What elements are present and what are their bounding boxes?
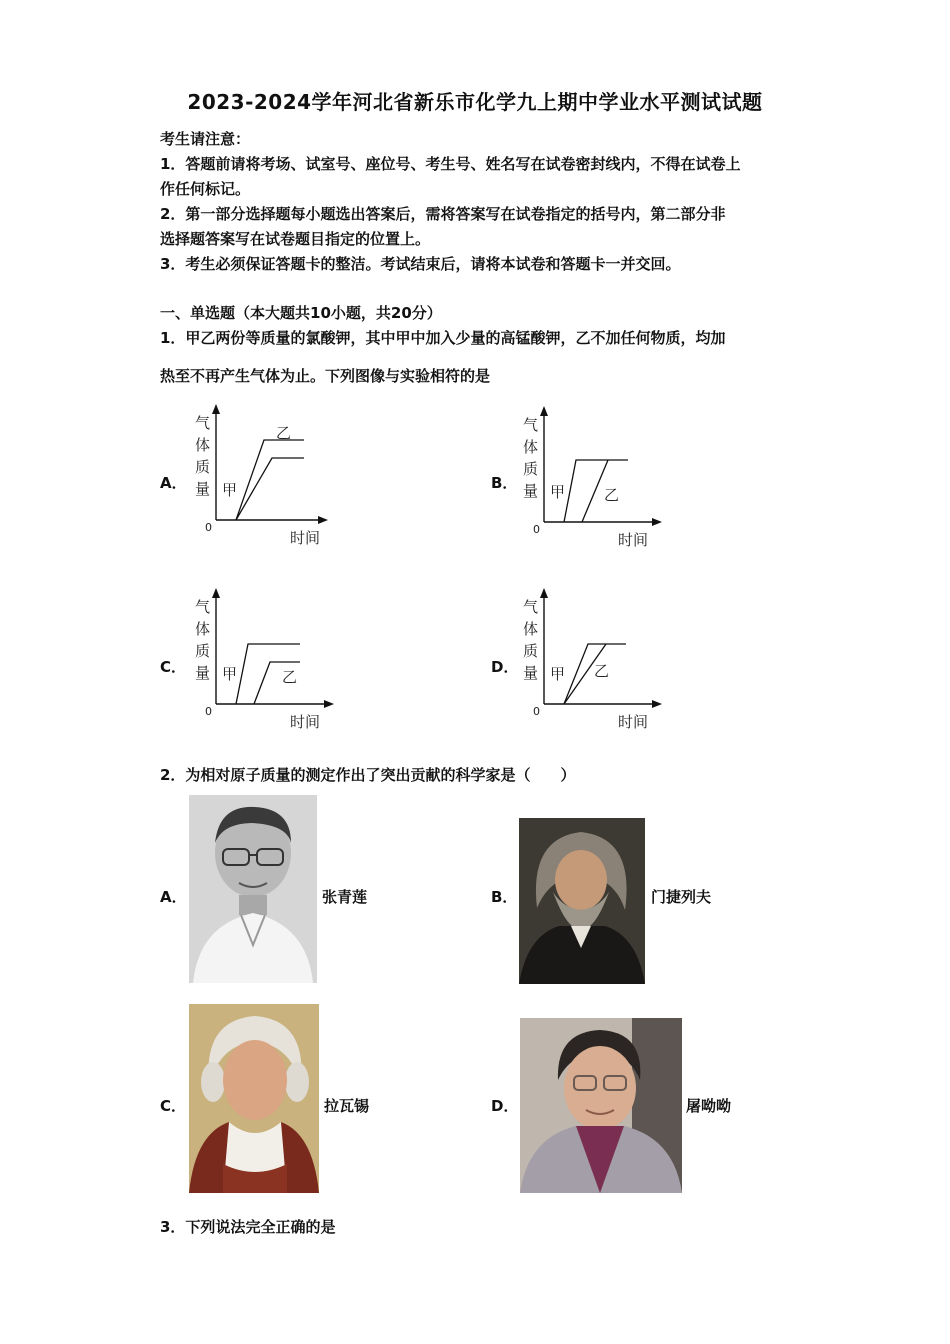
ylabel-char-3: 质 — [523, 642, 539, 660]
portrait-photo-c — [189, 1004, 319, 1193]
ylabel-char-2: 体 — [195, 620, 211, 638]
ylabel-char-3: 质 — [195, 642, 211, 660]
q2-name-a: 张青莲 — [322, 888, 368, 906]
page-title: 2023-2024学年河北省新乐市化学九上期中学业水平测试试题 — [187, 90, 763, 114]
q2-name-b: 门捷列夫 — [651, 888, 712, 906]
q2-name-c: 拉瓦锡 — [324, 1097, 370, 1115]
chart-option-d — [518, 584, 668, 739]
ylabel-char-2: 体 — [523, 620, 539, 638]
question-1-line-2: 热至不再产生气体为止。下列图像与实验相符的是 — [160, 367, 491, 385]
ylabel-char-3: 质 — [195, 458, 211, 476]
q2-option-d-label: D． — [491, 1097, 519, 1115]
section-heading: 一、单选题（本大题共10小题，共20分） — [160, 304, 442, 322]
notice-line-3: 3．考生必须保证答题卡的整洁。考试结束后，请将本试卷和答题卡一并交回。 — [160, 255, 681, 273]
option-a-label: A． — [160, 474, 187, 492]
q2-option-c-label: C． — [160, 1097, 187, 1115]
ylabel-char-4: 量 — [523, 664, 539, 682]
question-1-line-1: 1．甲乙两份等质量的氯酸钾，其中甲中加入少量的高锰酸钾，乙不加任何物质，均加 — [160, 329, 726, 347]
xlabel: 时间 — [290, 713, 321, 731]
x-axis-arrow — [652, 700, 662, 708]
series-yi-label: 乙 — [282, 668, 298, 686]
ylabel-char-2: 体 — [195, 436, 211, 454]
x-axis-arrow — [324, 700, 334, 708]
origin-label: 0 — [205, 705, 212, 718]
portrait-photo-d — [520, 1018, 682, 1193]
chart-option-a — [190, 400, 340, 555]
question-3-stem: 3．下列说法完全正确的是 — [160, 1218, 336, 1236]
portrait-photo-b — [519, 818, 645, 984]
notice-line-1b: 作任何标记。 — [160, 180, 251, 198]
chart-option-b — [518, 402, 668, 557]
series-jia-label: 甲 — [222, 481, 238, 499]
origin-label: 0 — [533, 705, 540, 718]
origin-label: 0 — [205, 521, 212, 534]
portrait-photo-a — [189, 795, 317, 983]
y-axis-arrow — [212, 588, 220, 598]
q2-name-d: 屠呦呦 — [686, 1097, 732, 1115]
ylabel-char-4: 量 — [195, 480, 211, 498]
y-axis-arrow — [540, 588, 548, 598]
origin-label: 0 — [533, 523, 540, 536]
x-axis-arrow — [318, 516, 328, 524]
option-c-label: C． — [160, 658, 187, 676]
ylabel-char-1: 气 — [523, 416, 539, 434]
series-yi-line — [236, 440, 304, 520]
ylabel-char-2: 体 — [523, 438, 539, 456]
series-jia-label: 甲 — [222, 665, 238, 683]
xlabel: 时间 — [618, 531, 649, 549]
ylabel-char-3: 质 — [523, 460, 539, 478]
q2-option-b-label: B． — [491, 888, 518, 906]
question-2-stem: 2．为相对原子质量的测定作出了突出贡献的科学家是（ ） — [160, 766, 576, 784]
series-yi-label: 乙 — [276, 424, 292, 442]
ylabel-char-1: 气 — [195, 414, 211, 432]
ylabel-char-4: 量 — [195, 664, 211, 682]
ylabel-char-4: 量 — [523, 482, 539, 500]
series-yi-label: 乙 — [604, 486, 620, 504]
option-b-label: B． — [491, 474, 518, 492]
series-jia-label: 甲 — [550, 483, 566, 501]
notice-line-2b: 选择题答案写在试卷题目指定的位置上。 — [160, 230, 431, 248]
notice-line-2a: 2．第一部分选择题每小题选出答案后，需将答案写在试卷指定的括号内，第二部分非 — [160, 205, 726, 223]
x-axis-arrow — [652, 518, 662, 526]
notice-line-1a: 1．答题前请将考场、试室号、座位号、考生号、姓名写在试卷密封线内，不得在试卷上 — [160, 155, 741, 173]
q2-option-a-label: A． — [160, 888, 187, 906]
y-axis-arrow — [212, 404, 220, 414]
option-d-label: D． — [491, 658, 519, 676]
ylabel-char-1: 气 — [523, 598, 539, 616]
ylabel-char-1: 气 — [195, 598, 211, 616]
y-axis-arrow — [540, 406, 548, 416]
notice-heading: 考生请注意： — [160, 130, 251, 148]
xlabel: 时间 — [290, 529, 321, 547]
series-jia-label: 甲 — [550, 665, 566, 683]
chart-option-c — [190, 584, 340, 739]
xlabel: 时间 — [618, 713, 649, 731]
series-yi-label: 乙 — [594, 662, 610, 680]
